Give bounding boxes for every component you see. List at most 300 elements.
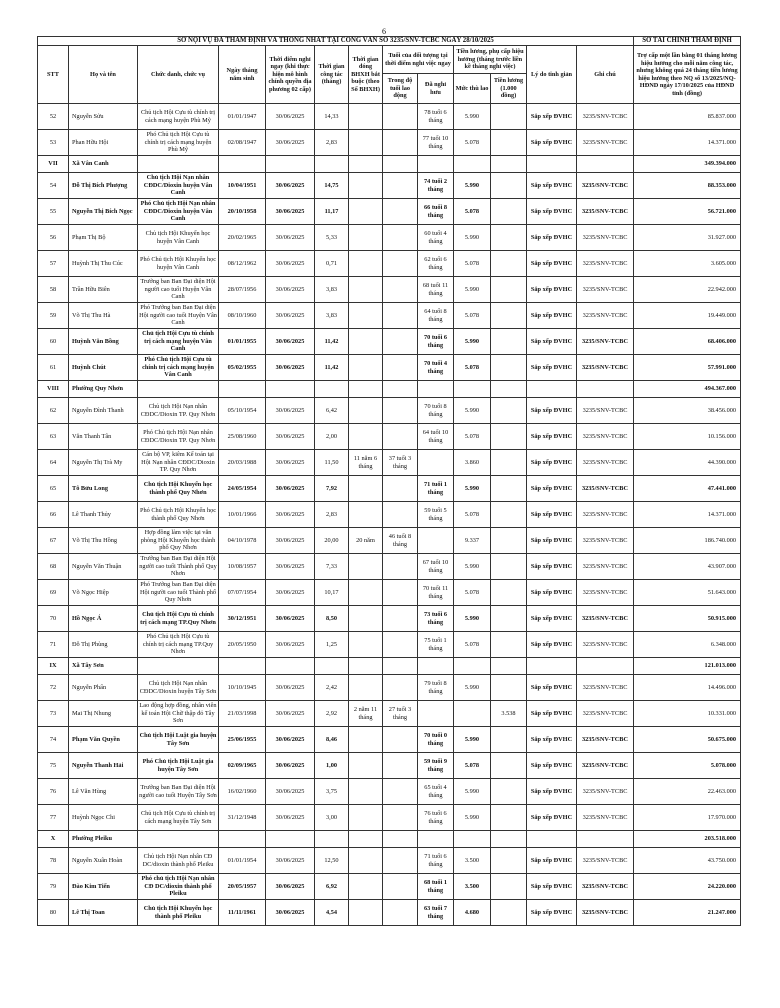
row-work-months: 4,54 <box>315 900 349 926</box>
empty-cell <box>491 658 527 675</box>
row-allowance: 19.449.000 <box>634 303 741 329</box>
row-name: Huỳnh Thị Thu Cúc <box>69 251 138 277</box>
row-allowance: 85.837.000 <box>634 104 741 130</box>
row-bhxh <box>349 225 383 251</box>
row-note: 3235/SNV-TCBC <box>577 277 634 303</box>
table-row <box>38 173 741 199</box>
row-bhxh <box>349 554 383 580</box>
row-retire-date: 30/06/2025 <box>266 303 315 329</box>
empty-cell <box>219 156 266 173</box>
row-salary-base: 9.337 <box>454 528 491 554</box>
row-retire-date: 30/06/2025 <box>266 398 315 424</box>
row-age-retired: 70 tuổi 4 tháng <box>418 355 454 381</box>
row-reason: Sắp xếp ĐVHC <box>527 450 577 476</box>
row-name: Nguyễn Thị Trà My <box>69 450 138 476</box>
row-salary-base: 5.990 <box>454 104 491 130</box>
empty-cell <box>383 381 418 398</box>
row-name: Huỳnh Chút <box>69 355 138 381</box>
row-bhxh <box>349 727 383 753</box>
table-row <box>38 632 741 658</box>
row-age-retired: 66 tuổi 8 tháng <box>418 199 454 225</box>
row-stt: 58 <box>38 277 69 303</box>
row-bhxh <box>349 398 383 424</box>
row-salary-base: 5.078 <box>454 580 491 606</box>
empty-cell <box>527 658 577 675</box>
row-allowance: 186.740.000 <box>634 528 741 554</box>
col-age-group: Tuổi của đối tượng tại thời điểm nghỉ việc ngay <box>383 46 454 74</box>
row-allowance: 22.463.000 <box>634 779 741 805</box>
empty-cell <box>315 658 349 675</box>
row-bhxh <box>349 199 383 225</box>
row-retire-date: 30/06/2025 <box>266 779 315 805</box>
empty-cell <box>315 156 349 173</box>
col-salary-base: Mức thù lao <box>454 74 491 104</box>
section-row <box>38 156 741 173</box>
row-position: Trưởng ban Ban Đại diện Hội người cao tuổi Thành phố Quy Nhơn <box>138 554 219 580</box>
row-retire-date: 30/06/2025 <box>266 251 315 277</box>
row-work-months: 8,50 <box>315 606 349 632</box>
row-retire-date: 30/06/2025 <box>266 675 315 701</box>
empty-cell <box>138 381 219 398</box>
row-note: 3235/SNV-TCBC <box>577 303 634 329</box>
section-total: 121.013.000 <box>634 658 741 675</box>
row-stt: 57 <box>38 251 69 277</box>
row-age-retired: 70 tuổi 0 tháng <box>418 727 454 753</box>
row-age-working <box>383 251 418 277</box>
section-number: IX <box>38 658 69 675</box>
row-note: 3235/SNV-TCBC <box>577 701 634 727</box>
row-dob: 08/10/1960 <box>219 303 266 329</box>
row-position: Chủ tịch Hội Cựu tù chính trị cách mạng TP.Quy Nhơn <box>138 606 219 632</box>
title-left: SỞ NỘI VỤ ĐÃ THẨM ĐỊNH VÀ THỐNG NHẤT TẠI CÔNG VĂN SỐ 3235/SNV-TCBC NGÀY 28/10/2025 <box>38 37 634 46</box>
row-stt: 80 <box>38 900 69 926</box>
empty-cell <box>315 381 349 398</box>
table-row <box>38 848 741 874</box>
row-note: 3235/SNV-TCBC <box>577 130 634 156</box>
row-bhxh <box>349 329 383 355</box>
row-age-retired: 64 tuổi 8 tháng <box>418 303 454 329</box>
row-note: 3235/SNV-TCBC <box>577 424 634 450</box>
row-work-months: 8,46 <box>315 727 349 753</box>
row-note: 3235/SNV-TCBC <box>577 199 634 225</box>
section-row <box>38 831 741 848</box>
row-name: Phan Hữu Hội <box>69 130 138 156</box>
row-retire-date: 30/06/2025 <box>266 848 315 874</box>
row-dob: 01/01/1947 <box>219 104 266 130</box>
row-position: Phó Trưởng ban Ban Đại diện Hội người cao tuổi Thành phố Quy Nhơn <box>138 580 219 606</box>
row-stt: 67 <box>38 528 69 554</box>
row-name: Trần Hữu Biên <box>69 277 138 303</box>
table-row <box>38 606 741 632</box>
section-name: Phường Pleiku <box>69 831 138 848</box>
table-row <box>38 900 741 926</box>
row-note: 3235/SNV-TCBC <box>577 554 634 580</box>
row-work-months: 2,42 <box>315 675 349 701</box>
row-retire-date: 30/06/2025 <box>266 104 315 130</box>
row-reason: Sắp xếp ĐVHC <box>527 701 577 727</box>
section-name: Xã Vân Canh <box>69 156 138 173</box>
row-retire-date: 30/06/2025 <box>266 476 315 502</box>
row-age-working <box>383 727 418 753</box>
row-name: Nguyễn Xuân Hoàn <box>69 848 138 874</box>
empty-cell <box>418 381 454 398</box>
row-bhxh <box>349 805 383 831</box>
row-position: Chủ tịch Hội Cựu tù chính trị cách mạng huyện Phù Mỹ <box>138 104 219 130</box>
row-allowance: 51.643.000 <box>634 580 741 606</box>
row-retire-date: 30/06/2025 <box>266 225 315 251</box>
row-work-months: 7,92 <box>315 476 349 502</box>
section-number: VII <box>38 156 69 173</box>
row-age-retired: 75 tuổi 1 tháng <box>418 632 454 658</box>
row-dob: 07/07/1954 <box>219 580 266 606</box>
row-retire-date: 30/06/2025 <box>266 554 315 580</box>
row-dob: 20/02/1965 <box>219 225 266 251</box>
row-work-months: 3,00 <box>315 805 349 831</box>
row-name: Hồ Ngọc Á <box>69 606 138 632</box>
row-age-working <box>383 225 418 251</box>
row-note: 3235/SNV-TCBC <box>577 874 634 900</box>
col-name: Họ và tên <box>69 46 138 104</box>
col-work-time: Thời gian công tác (tháng) <box>315 46 349 104</box>
row-stt: 75 <box>38 753 69 779</box>
table-row <box>38 355 741 381</box>
row-position: Phó Chủ tịch Hội Nạn nhân CĐDC/Dioxin huyện Vân Canh <box>138 199 219 225</box>
row-position: Phó Chủ tịch Hội Nạn nhân CĐDC/Dioxin TP. Quy Nhơn <box>138 424 219 450</box>
row-stt: 74 <box>38 727 69 753</box>
page-number: 6 <box>382 27 386 36</box>
row-reason: Sắp xếp ĐVHC <box>527 675 577 701</box>
table-row <box>38 528 741 554</box>
row-dob: 01/01/1955 <box>219 329 266 355</box>
row-retire-date: 30/06/2025 <box>266 130 315 156</box>
row-salary-amount <box>491 303 527 329</box>
row-retire-date: 30/06/2025 <box>266 632 315 658</box>
row-position: Chủ tịch Hội Nạn nhân CĐDC/Dioxin TP. Quy Nhơn <box>138 398 219 424</box>
row-bhxh <box>349 303 383 329</box>
row-stt: 73 <box>38 701 69 727</box>
row-allowance: 14.371.000 <box>634 502 741 528</box>
row-position: Chủ tịch Hội Khuyến học huyện Vân Canh <box>138 225 219 251</box>
row-stt: 78 <box>38 848 69 874</box>
row-note: 3235/SNV-TCBC <box>577 528 634 554</box>
row-allowance: 43.750.000 <box>634 848 741 874</box>
row-position: Chủ tịch Hội Nạn nhân CĐDC/Dioxin huyện Vân Canh <box>138 173 219 199</box>
empty-cell <box>219 381 266 398</box>
row-salary-base: 5.990 <box>454 173 491 199</box>
row-bhxh <box>349 502 383 528</box>
row-age-working <box>383 606 418 632</box>
section-total: 349.394.000 <box>634 156 741 173</box>
row-name: Nguyễn Thị Bích Ngọc <box>69 199 138 225</box>
empty-cell <box>491 831 527 848</box>
row-note: 3235/SNV-TCBC <box>577 848 634 874</box>
row-age-retired: 77 tuổi 10 tháng <box>418 130 454 156</box>
row-bhxh <box>349 251 383 277</box>
row-age-retired: 59 tuổi 9 tháng <box>418 753 454 779</box>
row-salary-amount <box>491 277 527 303</box>
row-allowance: 31.927.000 <box>634 225 741 251</box>
row-salary-amount <box>491 251 527 277</box>
empty-cell <box>383 831 418 848</box>
row-salary-amount <box>491 606 527 632</box>
table-row <box>38 675 741 701</box>
row-stt: 64 <box>38 450 69 476</box>
row-salary-amount <box>491 199 527 225</box>
row-work-months: 20,00 <box>315 528 349 554</box>
row-age-working <box>383 554 418 580</box>
row-name: Huỳnh Văn Bồng <box>69 329 138 355</box>
row-salary-base: 5.990 <box>454 606 491 632</box>
row-age-working <box>383 580 418 606</box>
row-dob: 01/01/1954 <box>219 848 266 874</box>
row-stt: 65 <box>38 476 69 502</box>
table-row <box>38 130 741 156</box>
row-work-months: 12,50 <box>315 848 349 874</box>
row-salary-amount <box>491 632 527 658</box>
row-reason: Sắp xếp ĐVHC <box>527 329 577 355</box>
row-bhxh: 2 năm 11 tháng <box>349 701 383 727</box>
empty-cell <box>454 831 491 848</box>
row-work-months: 6,42 <box>315 398 349 424</box>
empty-cell <box>138 658 219 675</box>
empty-cell <box>454 156 491 173</box>
col-note: Ghi chú <box>577 46 634 104</box>
row-retire-date: 30/06/2025 <box>266 727 315 753</box>
col-bhxh: Thời gian đóng BHXH bắt buộc (theo Sổ BHXH) <box>349 46 383 104</box>
row-allowance: 3.605.000 <box>634 251 741 277</box>
row-salary-base: 5.990 <box>454 329 491 355</box>
row-allowance: 57.991.000 <box>634 355 741 381</box>
row-name: Võ Thị Thu Hồng <box>69 528 138 554</box>
row-age-retired: 71 tuổi 1 tháng <box>418 476 454 502</box>
row-reason: Sắp xếp ĐVHC <box>527 848 577 874</box>
row-retire-date: 30/06/2025 <box>266 528 315 554</box>
table-row <box>38 701 741 727</box>
row-salary-base: 5.990 <box>454 779 491 805</box>
row-salary-base: 5.078 <box>454 199 491 225</box>
row-dob: 11/11/1961 <box>219 900 266 926</box>
table-row <box>38 199 741 225</box>
row-age-working <box>383 398 418 424</box>
row-retire-date: 30/06/2025 <box>266 355 315 381</box>
row-age-working <box>383 329 418 355</box>
title-right: SỞ TÀI CHÍNH THẨM ĐỊNH <box>634 37 741 46</box>
row-name: Mai Thị Nhung <box>69 701 138 727</box>
row-note: 3235/SNV-TCBC <box>577 753 634 779</box>
section-row <box>38 381 741 398</box>
row-dob: 02/09/1965 <box>219 753 266 779</box>
row-name: Nguyễn Phẩn <box>69 675 138 701</box>
row-work-months: 1,25 <box>315 632 349 658</box>
row-salary-base: 5.078 <box>454 502 491 528</box>
row-age-working <box>383 424 418 450</box>
row-allowance: 14.496.000 <box>634 675 741 701</box>
row-dob: 20/10/1958 <box>219 199 266 225</box>
row-position: Phó Chủ tịch Hội Khuyến học huyện Vân Canh <box>138 251 219 277</box>
row-position: Chủ tịch Hội Luật gia huyện Tây Sơn <box>138 727 219 753</box>
row-reason: Sắp xếp ĐVHC <box>527 398 577 424</box>
row-salary-base: 3.500 <box>454 874 491 900</box>
row-salary-base: 5.078 <box>454 424 491 450</box>
row-dob: 25/06/1955 <box>219 727 266 753</box>
row-note: 3235/SNV-TCBC <box>577 632 634 658</box>
row-age-retired: 68 tuổi 1 tháng <box>418 874 454 900</box>
row-stt: 69 <box>38 580 69 606</box>
row-stt: 77 <box>38 805 69 831</box>
row-bhxh <box>349 848 383 874</box>
row-stt: 62 <box>38 398 69 424</box>
row-work-months: 11,42 <box>315 355 349 381</box>
row-reason: Sắp xếp ĐVHC <box>527 727 577 753</box>
empty-cell <box>349 381 383 398</box>
row-allowance: 17.970.000 <box>634 805 741 831</box>
empty-cell <box>454 658 491 675</box>
row-salary-base: 5.990 <box>454 225 491 251</box>
row-note: 3235/SNV-TCBC <box>577 251 634 277</box>
row-reason: Sắp xếp ĐVHC <box>527 225 577 251</box>
table-row <box>38 476 741 502</box>
row-salary-base: 5.078 <box>454 753 491 779</box>
row-retire-date: 30/06/2025 <box>266 606 315 632</box>
row-age-retired: 70 tuổi 6 tháng <box>418 329 454 355</box>
row-stt: 59 <box>38 303 69 329</box>
row-reason: Sắp xếp ĐVHC <box>527 199 577 225</box>
row-work-months: 11,50 <box>315 450 349 476</box>
row-allowance: 5.078.000 <box>634 753 741 779</box>
row-salary-amount <box>491 173 527 199</box>
row-dob: 08/12/1962 <box>219 251 266 277</box>
row-reason: Sắp xếp ĐVHC <box>527 900 577 926</box>
row-retire-date: 30/06/2025 <box>266 424 315 450</box>
row-age-working <box>383 632 418 658</box>
row-bhxh <box>349 130 383 156</box>
row-position: Phó Chủ tịch Hội Khuyến học thành phố Quy Nhơn <box>138 502 219 528</box>
row-retire-date: 30/06/2025 <box>266 753 315 779</box>
empty-cell <box>527 156 577 173</box>
row-allowance: 50.675.000 <box>634 727 741 753</box>
row-bhxh <box>349 632 383 658</box>
row-work-months: 1,00 <box>315 753 349 779</box>
row-dob: 10/04/1951 <box>219 173 266 199</box>
row-note: 3235/SNV-TCBC <box>577 675 634 701</box>
row-salary-base: 5.990 <box>454 805 491 831</box>
empty-cell <box>266 156 315 173</box>
row-salary-base: 5.990 <box>454 727 491 753</box>
row-reason: Sắp xếp ĐVHC <box>527 130 577 156</box>
empty-cell <box>138 156 219 173</box>
section-name: Phường Quy Nhơn <box>69 381 138 398</box>
section-total: 494.367.000 <box>634 381 741 398</box>
row-age-working <box>383 173 418 199</box>
row-age-retired: 64 tuổi 10 tháng <box>418 424 454 450</box>
row-salary-amount <box>491 805 527 831</box>
row-position: Cán bộ VP, kiêm Kế toán tại Hội Nạn nhân CĐDC/Dioxin TP. Quy Nhơn <box>138 450 219 476</box>
row-name: Phạm Thị Bộ <box>69 225 138 251</box>
row-dob: 20/03/1988 <box>219 450 266 476</box>
row-name: Đỗ Thị Phùng <box>69 632 138 658</box>
col-age-working: Trong độ tuổi lao động <box>383 74 418 104</box>
row-retire-date: 30/06/2025 <box>266 701 315 727</box>
row-age-working <box>383 476 418 502</box>
row-salary-base: 5.078 <box>454 355 491 381</box>
row-age-retired: 70 tuổi 8 tháng <box>418 398 454 424</box>
row-age-working <box>383 199 418 225</box>
table-row <box>38 580 741 606</box>
row-age-working: 46 tuổi 8 tháng <box>383 528 418 554</box>
row-retire-date: 30/06/2025 <box>266 580 315 606</box>
empty-cell <box>527 381 577 398</box>
table-row <box>38 502 741 528</box>
row-stt: 68 <box>38 554 69 580</box>
row-salary-base: 5.078 <box>454 303 491 329</box>
row-dob: 10/10/1945 <box>219 675 266 701</box>
row-position: Chủ tịch Hội Cựu tù chính trị cách mạng huyện Tây Sơn <box>138 805 219 831</box>
empty-cell <box>266 381 315 398</box>
row-bhxh <box>349 104 383 130</box>
row-reason: Sắp xếp ĐVHC <box>527 173 577 199</box>
empty-cell <box>266 658 315 675</box>
row-work-months: 11,42 <box>315 329 349 355</box>
row-salary-amount <box>491 874 527 900</box>
row-bhxh <box>349 173 383 199</box>
empty-cell <box>577 156 634 173</box>
row-reason: Sắp xếp ĐVHC <box>527 355 577 381</box>
table-body <box>38 104 741 926</box>
empty-cell <box>454 381 491 398</box>
row-reason: Sắp xếp ĐVHC <box>527 277 577 303</box>
row-work-months: 2,83 <box>315 130 349 156</box>
row-age-retired <box>418 528 454 554</box>
row-age-working: 37 tuổi 3 tháng <box>383 450 418 476</box>
row-allowance: 22.942.000 <box>634 277 741 303</box>
row-salary-base: 4.680 <box>454 900 491 926</box>
col-salary-group: Tiền lương, phụ cấp hiệu hưởng (tháng trước liền kề tháng nghỉ việc) <box>454 46 527 74</box>
row-dob: 20/05/1957 <box>219 874 266 900</box>
row-reason: Sắp xếp ĐVHC <box>527 805 577 831</box>
row-name: Phạm Văn Quyền <box>69 727 138 753</box>
row-work-months: 3,83 <box>315 277 349 303</box>
row-position: Phó Chủ tịch Hội Cựu tù chính trị cách mạng huyện Phù Mỹ <box>138 130 219 156</box>
table-row <box>38 753 741 779</box>
row-stt: 70 <box>38 606 69 632</box>
row-reason: Sắp xếp ĐVHC <box>527 632 577 658</box>
row-age-working: 27 tuổi 3 tháng <box>383 701 418 727</box>
row-allowance: 44.390.000 <box>634 450 741 476</box>
row-reason: Sắp xếp ĐVHC <box>527 779 577 805</box>
row-name: Đào Kim Tiến <box>69 874 138 900</box>
section-total: 203.518.000 <box>634 831 741 848</box>
row-name: Văn Thanh Tân <box>69 424 138 450</box>
row-position: Chủ tịch Hội Khuyến học thành phố Quy Nhơn <box>138 476 219 502</box>
row-note: 3235/SNV-TCBC <box>577 225 634 251</box>
row-reason: Sắp xếp ĐVHC <box>527 580 577 606</box>
row-age-retired <box>418 450 454 476</box>
row-dob: 25/08/1960 <box>219 424 266 450</box>
row-retire-date: 30/06/2025 <box>266 329 315 355</box>
row-stt: 61 <box>38 355 69 381</box>
row-position: Phó Trưởng ban Ban Đại diện Hội người cao tuổi Huyện Vân Canh <box>138 303 219 329</box>
empty-cell <box>219 658 266 675</box>
row-note: 3235/SNV-TCBC <box>577 329 634 355</box>
row-reason: Sắp xếp ĐVHC <box>527 554 577 580</box>
col-reason: Lý do tinh giản <box>527 46 577 104</box>
row-salary-amount <box>491 779 527 805</box>
row-stt: 56 <box>38 225 69 251</box>
empty-cell <box>349 658 383 675</box>
row-salary-base: 3.500 <box>454 848 491 874</box>
row-bhxh <box>349 874 383 900</box>
empty-cell <box>418 658 454 675</box>
